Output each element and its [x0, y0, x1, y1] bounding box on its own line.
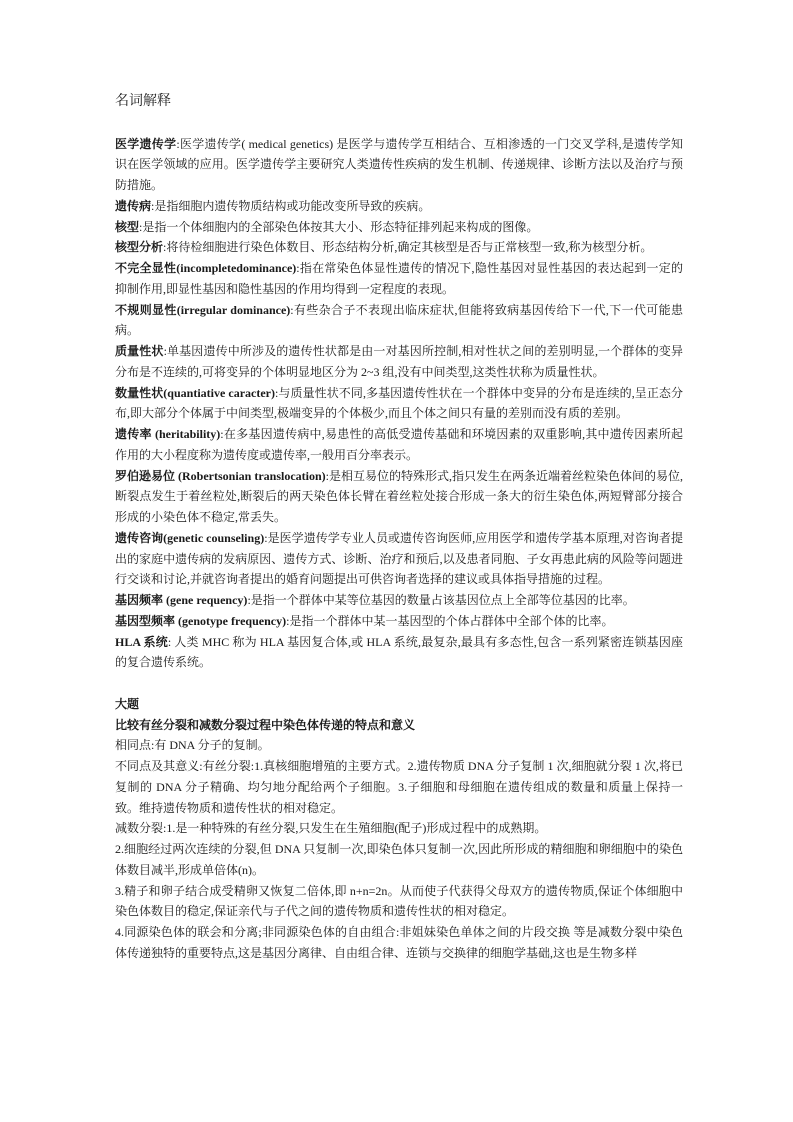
definition-body: :将待检细胞进行染色体数目、形态结构分析,确定其核型是否与正常核型一致,称为核型分析。 [163, 240, 653, 255]
definition-term: 遗传率 (heritability) [115, 427, 221, 441]
definition-term: 遗传病 [115, 198, 152, 213]
glossary-section-title: 名词解释 [115, 94, 171, 109]
definitions-list [115, 134, 683, 674]
definition-item [115, 424, 683, 466]
essay-paragraph: 相同点:有 DNA 分子的复制。 [115, 738, 270, 753]
definition-term: 不规则显性(irregular dominance) [115, 302, 291, 317]
spacer [115, 113, 683, 134]
definition-term: 医学遗传学 [115, 136, 177, 151]
essay-section [115, 694, 683, 964]
definition-term: 核型 [115, 219, 140, 234]
definition-item [115, 383, 683, 425]
definition-body: :指在常染色体显性遗传的情况下,隐性基因对显性基因的表达起到一定的抑制作用,即显性基因和隐性基因的作用均得到一定程度的表现。 [115, 261, 683, 296]
definition-body: :在多基因遗传病中,易患性的高低受遗传基础和环境因素的双重影响,其中遗传因素所起作用的大小程度称为遗传度或遗传率,一般用百分率表示。 [115, 427, 684, 462]
definition-body: :是相互易位的特殊形式,指只发生在两条近端着丝粒染色体间的易位,断裂点发生于着丝粒处,断裂后的两天染色体长臂在着丝粒处接合形成一条大的衍生染色体,两短臂部分接合形成的小染色体不稳定,常丢失。 [115, 468, 684, 524]
definition-term: 遗传咨询(genetic counseling) [115, 530, 265, 545]
definition-item [115, 590, 683, 611]
definition-term: 不完全显性(incompletedominance) [115, 261, 297, 275]
definition-item [115, 134, 683, 196]
essay-question: 比较有丝分裂和减数分裂过程中染色体传递的特点和意义 [115, 717, 416, 732]
definition-body: :是医学遗传学专业人员或遗传咨询医师,应用医学和遗传学基本原理,对咨询者提出的家庭中遗传病的发病原因、遗传方式、诊断、治疗和预后,以及患者同胞、子女再患此病的风险等问题进行交谈和讨论,并就咨询者提出的婚育问题提出可供咨询者选择的建议或具体指导措施的过程。 [115, 530, 683, 587]
essay-section-title: 大题 [115, 696, 140, 711]
spacer [115, 673, 683, 694]
essay-paragraph: 减数分裂:1.是一种特殊的有丝分裂,只发生在生殖细胞(配子)形成过程中的成熟期。 [115, 821, 547, 836]
definition-term: 质量性状 [115, 344, 164, 358]
definition-item [115, 341, 683, 383]
definition-body: :单基因遗传中所涉及的遗传性状都是由一对基因所控制,相对性状之间的差别明显,一个群体的变异分布是不连续的,可将变异的个体明显地区分为 2~3 组,没有中间类型,这类性状称为质量性状。 [115, 344, 683, 379]
definition-item [115, 611, 683, 632]
definition-body: :与质量性状不同,多基因遗传性状在一个群体中变异的分布是连续的,呈正态分布,即大部分个体属于中间类型,极端变异的个体极少,而且个体之间只有量的差别而没有质的差别。 [115, 385, 683, 421]
essay-paragraph: 2.细胞经过两次连续的分裂,但 DNA 只复制一次,即染色体只复制一次,因此所形成的精细胞和卵细胞中的染色体数目减半,形成单倍体(n)。 [115, 842, 683, 877]
definition-term: HLA 系统 [115, 634, 168, 649]
definition-item [115, 632, 683, 674]
definition-body: : 人类 MHC 称为 HLA 基因复合体,或 HLA 系统,最复杂,最具有多态性,包含一系列紧密连锁基因座的复合遗传系统。 [115, 634, 684, 670]
definition-term: 基因频率 (gene requency) [115, 593, 248, 607]
page-content [115, 92, 683, 964]
essay-paragraph: 4.同源染色体的联会和分离;非同源染色体的自由组合:非姐妹染色单体之间的片段交换 等是减数分裂中染色体传递独特的重要特点,这是基因分离律、自由组合律、连锁与交换律的细胞学基础,这也是生物多样 [115, 925, 683, 960]
definition-item [115, 217, 683, 238]
essay-paragraphs [115, 735, 683, 963]
definition-item [115, 300, 683, 342]
definition-term: 核型分析 [115, 240, 164, 255]
definition-item [115, 258, 683, 300]
definition-body: :是指一个群体中某等位基因的数量占该基因位点上全部等位基因的比率。 [247, 593, 635, 607]
essay-paragraph: 不同点及其意义:有丝分裂:1.真核细胞增殖的主要方式。2.遗传物质 DNA 分子复制 1 次,细胞就分裂 1 次,将已复制的 DNA 分子精确、均匀地分配给两个子细胞。3.子细胞和母细胞在遗传组成的数量和质量上保持一致。维持遗传物质和遗传性状的相对稳定。 [115, 759, 683, 815]
definition-body: :是指细胞内遗传物质结构或功能改变所导致的疾病。 [151, 198, 431, 213]
definition-item [115, 237, 683, 258]
definition-term: 罗伯逊易位 (Robertsonian translocation) [115, 468, 326, 483]
definition-body: :有些杂合子不表现出临床症状,但能将致病基因传给下一代,下一代可能患病。 [115, 302, 683, 338]
definition-body: :医学遗传学( medical genetics) 是医学与遗传学互相结合、互相渗透的一门交叉学科,是遗传学知识在医学领域的应用。医学遗传学主要研究人类遗传性疾病的发生机制、传递规律、诊断方法以及治疗与预防措施。 [115, 136, 683, 192]
definition-item [115, 528, 683, 590]
definition-term: 基因型频率 (genotype frequency) [115, 613, 287, 628]
definition-item [115, 466, 683, 528]
essay-paragraph: 3.精子和卵子结合成受精卵又恢复二倍体,即 n+n=2n。从而使子代获得父母双方的遗传物质,保证个体细胞中染色体数目的稳定,保证亲代与子代之间的遗传物质和遗传性状的相对稳定。 [115, 883, 683, 919]
definition-body: :是指一个群体中某一基因型的个体占群体中全部个体的比率。 [286, 613, 614, 628]
definition-body: :是指一个体细胞内的全部染色体按其大小、形态特征排列起来构成的图像。 [139, 219, 539, 234]
definition-item [115, 196, 683, 217]
definition-term: 数量性状(quantiative caracter) [115, 385, 276, 400]
